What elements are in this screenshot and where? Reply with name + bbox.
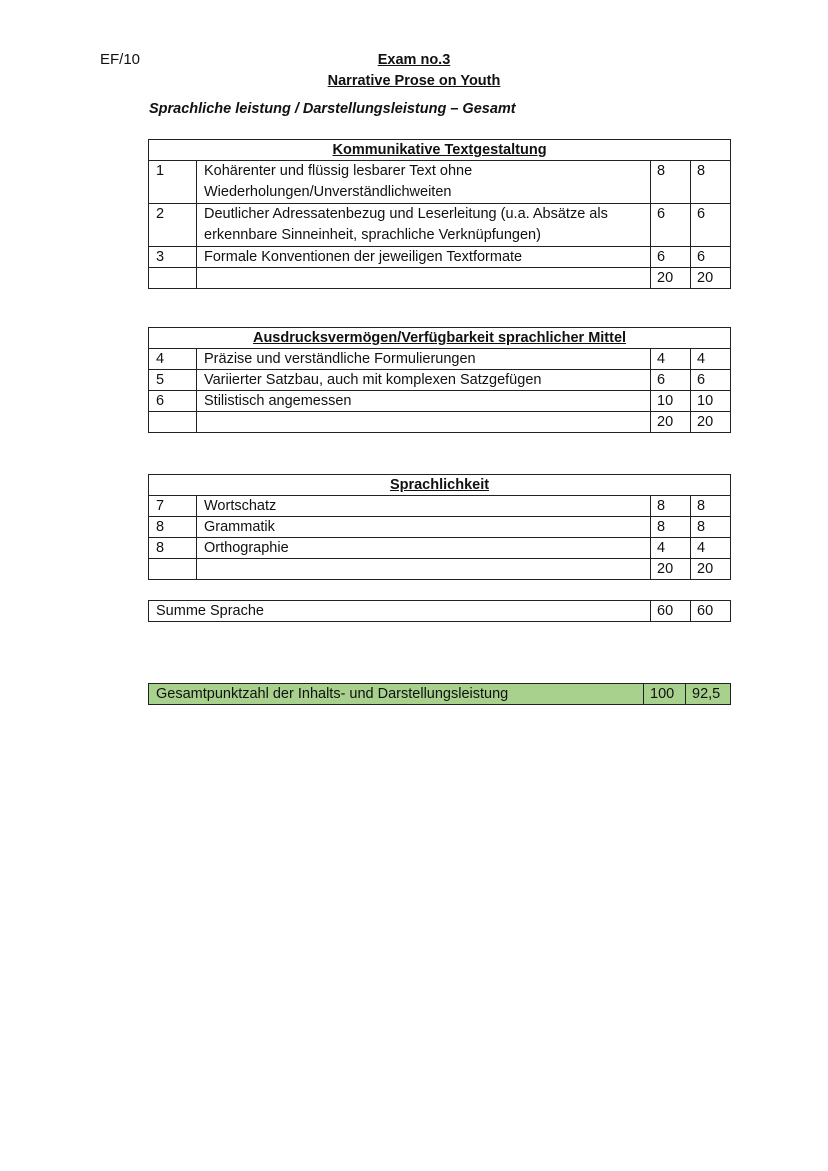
criterion-description: Präzise und verständliche Formulierungen — [197, 349, 651, 370]
total-row — [149, 268, 731, 289]
summe-sprache-score: 60 — [691, 601, 731, 622]
class-code: EF/10 — [100, 51, 141, 68]
exam-subtitle: Narrative Prose on Youth — [327, 73, 501, 89]
criterion-description: Formale Konventionen der jeweiligen Textformate — [197, 247, 651, 268]
max-points: 8 — [651, 517, 691, 538]
total-max-points: 20 — [651, 268, 691, 289]
achieved-points: 6 — [691, 204, 731, 247]
criterion-description: Wortschatz — [197, 496, 651, 517]
exam-title: Exam no.3 — [377, 52, 451, 68]
table-kommunikative — [148, 139, 731, 289]
empty-cell — [149, 268, 197, 289]
table-row — [149, 391, 731, 412]
table-row — [149, 247, 731, 268]
max-points: 6 — [651, 247, 691, 268]
max-points: 6 — [651, 204, 691, 247]
total-achieved-points: 20 — [691, 268, 731, 289]
achieved-points: 8 — [691, 517, 731, 538]
summary-row — [149, 601, 731, 622]
table-title: Ausdrucksvermögen/Verfügbarkeit sprachlicher Mittel — [149, 328, 731, 349]
max-points: 10 — [651, 391, 691, 412]
table-row — [149, 496, 731, 517]
achieved-points: 8 — [691, 496, 731, 517]
total-achieved-points: 20 — [691, 559, 731, 580]
row-number: 8 — [149, 538, 197, 559]
total-max-points: 20 — [651, 559, 691, 580]
total-row — [149, 412, 731, 433]
achieved-points: 8 — [691, 161, 731, 204]
criterion-description: Grammatik — [197, 517, 651, 538]
total-max-points: 20 — [651, 412, 691, 433]
table-row — [149, 538, 731, 559]
criterion-description: Deutlicher Adressatenbezug und Leserleitung (u.a. Absätze als erkennbare Sinneinheit, sprachliche Verknüpfungen) — [197, 204, 651, 247]
criterion-description: Kohärenter und flüssig lesbarer Text ohne Wiederholungen/Unverständlichweiten — [197, 161, 651, 204]
achieved-points: 4 — [691, 349, 731, 370]
max-points: 8 — [651, 496, 691, 517]
empty-cell — [149, 559, 197, 580]
section-title: Sprachliche leistung / Darstellungsleistung – Gesamt — [149, 101, 516, 117]
table-row — [149, 349, 731, 370]
row-number: 8 — [149, 517, 197, 538]
total-row — [149, 559, 731, 580]
max-points: 8 — [651, 161, 691, 204]
empty-cell — [197, 268, 651, 289]
table-row — [149, 204, 731, 247]
table-ausdruck — [148, 327, 731, 433]
table-gesamtpunktzahl — [148, 683, 731, 705]
table-title: Sprachlichkeit — [149, 475, 731, 496]
achieved-points: 6 — [691, 370, 731, 391]
table-title: Kommunikative Textgestaltung — [149, 140, 731, 161]
achieved-points: 10 — [691, 391, 731, 412]
table-row — [149, 517, 731, 538]
empty-cell — [197, 412, 651, 433]
row-number: 2 — [149, 204, 197, 247]
total-achieved-points: 20 — [691, 412, 731, 433]
row-number: 5 — [149, 370, 197, 391]
table-row — [149, 370, 731, 391]
max-points: 6 — [651, 370, 691, 391]
row-number: 4 — [149, 349, 197, 370]
row-number: 3 — [149, 247, 197, 268]
table-sprachlichkeit — [148, 474, 731, 580]
empty-cell — [197, 559, 651, 580]
achieved-points: 6 — [691, 247, 731, 268]
gesamt-max: 100 — [644, 684, 686, 705]
row-number: 7 — [149, 496, 197, 517]
table-row — [149, 161, 731, 204]
criterion-description: Stilistisch angemessen — [197, 391, 651, 412]
table-summe-sprache — [148, 600, 731, 622]
row-number: 6 — [149, 391, 197, 412]
summe-sprache-max: 60 — [651, 601, 691, 622]
gesamt-score: 92,5 — [686, 684, 731, 705]
empty-cell — [149, 412, 197, 433]
achieved-points: 4 — [691, 538, 731, 559]
gesamt-label: Gesamtpunktzahl der Inhalts- und Darstellungsleistung — [149, 684, 644, 705]
criterion-description: Variierter Satzbau, auch mit komplexen Satzgefügen — [197, 370, 651, 391]
criterion-description: Orthographie — [197, 538, 651, 559]
summary-row — [149, 684, 731, 705]
summe-sprache-label: Summe Sprache — [149, 601, 651, 622]
max-points: 4 — [651, 538, 691, 559]
row-number: 1 — [149, 161, 197, 204]
max-points: 4 — [651, 349, 691, 370]
